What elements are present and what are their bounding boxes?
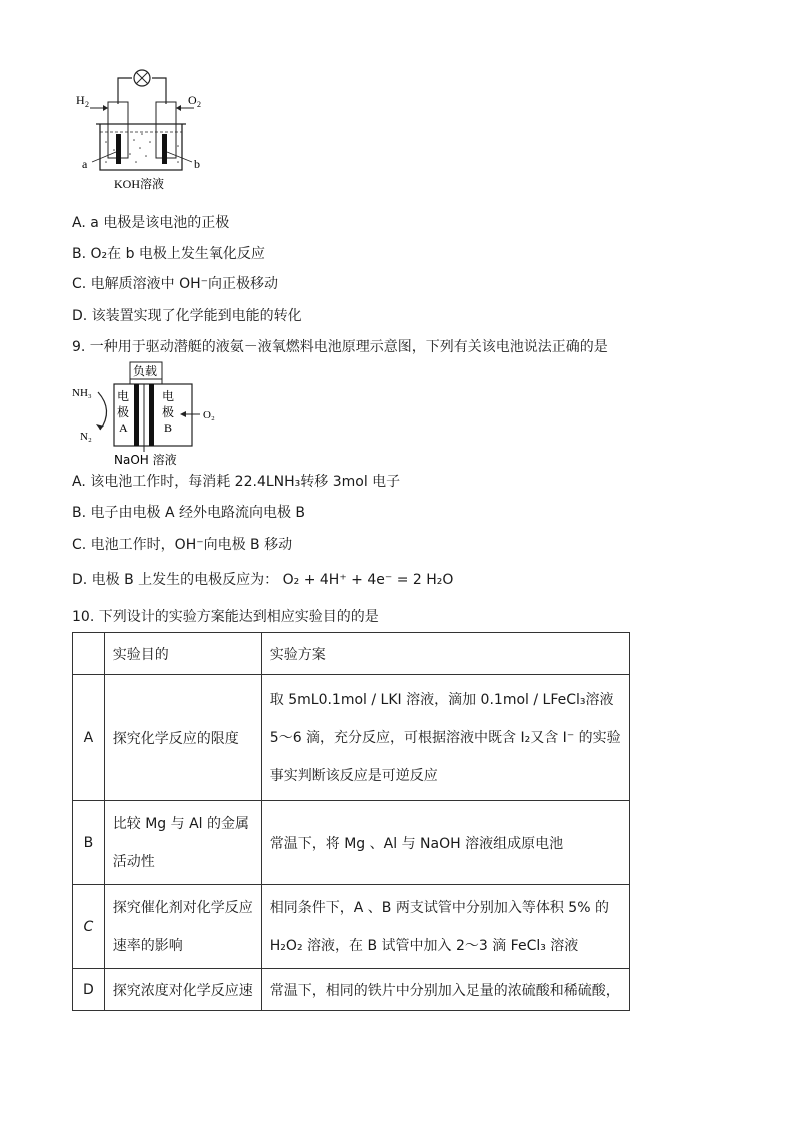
electrode-a-char2: 极 xyxy=(117,405,130,419)
row-purpose: 探究化学反应的限度 xyxy=(104,675,261,801)
row-purpose: 探究浓度对化学反应速 xyxy=(104,969,261,1011)
purpose-line: 活动性 xyxy=(112,853,155,870)
koh-caption: KOH溶液 xyxy=(114,177,164,191)
naoh-caption: NaOH 溶液 xyxy=(114,453,177,467)
o2-subscript: 2 xyxy=(197,100,201,109)
q9-option-d: D. 电极 B 上发生的电极反应为： O₂ + 4H⁺ + 4e⁻ = 2 H₂O xyxy=(72,572,454,588)
table-row xyxy=(73,885,630,969)
q9-option-b: B. 电子由电极 A 经外电路流向电极 B xyxy=(72,505,306,521)
electrode-a-char3: A xyxy=(119,421,128,435)
o2-label-2: O₂ xyxy=(203,409,215,421)
q8-option-b: B. O₂在 b 电极上发生氧化反应 xyxy=(72,246,265,262)
experiment-table xyxy=(72,632,630,1011)
row-purpose xyxy=(104,801,261,885)
q8-option-d: D. 该装置实现了化学能到电能的转化 xyxy=(72,308,302,324)
electrode-b-char1: 电 xyxy=(162,389,175,403)
purpose-line: 速率的影响 xyxy=(112,937,183,954)
table-row xyxy=(73,969,630,1011)
electrode-b-char2: 极 xyxy=(162,405,175,419)
purpose-line: 比较 Mg 与 Al 的金属 xyxy=(112,815,250,832)
n2-label: N₂ xyxy=(80,431,92,443)
q9-option-a: A. 该电池工作时，每消耗 22.4LNH₃转移 3mol 电子 xyxy=(72,474,401,490)
row-key: B xyxy=(73,801,105,885)
q9-stem: 9. 一种用于驱动潜艇的液氨－液氧燃料电池原理示意图，下列有关该电池说法正确的是 xyxy=(72,339,608,355)
plan-line: 取 5mL0.1mol / LKI 溶液，滴加 0.1mol / LFeCl₃溶液 xyxy=(269,691,614,708)
electrode-b-char3: B xyxy=(164,421,173,435)
q8-option-c: C. 电解质溶液中 OH⁻向正极移动 xyxy=(72,276,279,292)
fuel-cell-diagram xyxy=(70,62,210,197)
o2-label: O xyxy=(188,93,197,107)
row-key: D xyxy=(73,969,105,1011)
electrode-b-label: b xyxy=(194,157,200,171)
row-plan: 常温下，将 Mg 、Al 与 NaOH 溶液组成原电池 xyxy=(261,801,629,885)
row-key: C xyxy=(73,885,105,969)
table-row xyxy=(73,675,630,801)
q10-stem: 10. 下列设计的实验方案能达到相应实验目的的是 xyxy=(72,609,379,625)
plan-line: 5～6 滴，充分反应，可根据溶液中既含 I₂又含 I⁻ 的实验 xyxy=(269,729,621,746)
header-blank xyxy=(73,633,105,675)
row-plan xyxy=(261,675,629,801)
plan-line: 相同条件下，A 、B 两支试管中分别加入等体积 5% 的 xyxy=(269,899,609,916)
table-row xyxy=(73,801,630,885)
nh3-label: NH₃ xyxy=(72,387,92,399)
row-plan: 常温下，相同的铁片中分别加入足量的浓硫酸和稀硫酸， xyxy=(261,969,629,1011)
row-key: A xyxy=(73,675,105,801)
h2-label: H xyxy=(76,93,85,107)
header-purpose: 实验目的 xyxy=(104,633,261,675)
electrode-a-label: a xyxy=(82,157,88,171)
row-purpose xyxy=(104,885,261,969)
q8-option-a: A. a 电极是该电池的正极 xyxy=(72,215,230,231)
q9-option-c: C. 电池工作时，OH⁻向电极 B 移动 xyxy=(72,537,293,553)
plan-line: H₂O₂ 溶液，在 B 试管中加入 2～3 滴 FeCl₃ 溶液 xyxy=(269,937,579,954)
plan-line: 事实判断该反应是可逆反应 xyxy=(269,767,438,784)
purpose-line: 探究催化剂对化学反应 xyxy=(112,899,253,916)
row-plan xyxy=(261,885,629,969)
load-label: 负载 xyxy=(133,364,158,378)
h2-subscript: 2 xyxy=(85,100,89,109)
table-header-row xyxy=(73,633,630,675)
electrode-a-char1: 电 xyxy=(117,389,130,403)
ammonia-cell-diagram xyxy=(72,360,222,468)
header-plan: 实验方案 xyxy=(261,633,629,675)
